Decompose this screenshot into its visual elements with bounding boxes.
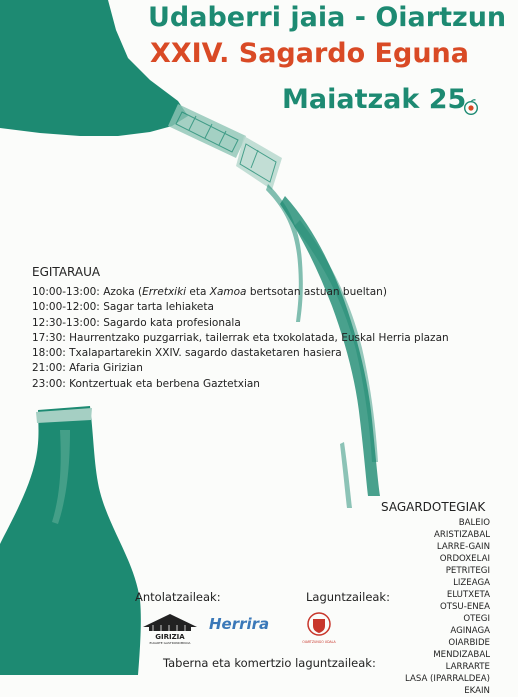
program-heading: EGITARAUA xyxy=(32,265,101,279)
program-text: Txalapartarekin XXIV. sagardo dastaketaren hasiera xyxy=(65,347,342,360)
program-time: 17:30: xyxy=(32,331,66,344)
title-line-1: Udaberri jaia - Oiartzun xyxy=(148,2,507,33)
herrira-logo-name: Herrira xyxy=(209,615,270,633)
program-text: Sagar tarta lehiaketa xyxy=(99,301,214,314)
list-item: LASA (IPARRALDEA) xyxy=(404,674,490,684)
list-item: MENDIZABAL xyxy=(433,650,490,660)
program-text: bertsotan astuan bueltan) xyxy=(246,286,387,298)
sagardotegiak-heading: SAGARDOTEGIAK xyxy=(381,500,486,514)
list-item: EKAIN xyxy=(464,686,490,696)
program-text-italic: Erretxiki xyxy=(142,286,187,298)
program-item xyxy=(32,361,449,376)
list-item: LARRARTE xyxy=(445,662,490,672)
program-item xyxy=(32,346,449,361)
girizia-logo-name: GIRIZIA xyxy=(155,633,185,641)
program-text: Afaria Girizian xyxy=(65,362,143,375)
list-item: BALEIO xyxy=(458,518,490,528)
list-item: PETRITEGI xyxy=(445,566,490,576)
udala-logo-name: OIARTZUNGO UDALA xyxy=(302,640,336,644)
program-time: 18:00: xyxy=(32,347,66,360)
program-text: Azoka ( xyxy=(99,286,143,298)
list-item: AGINAGA xyxy=(450,626,490,636)
program-text: Sagardo kata profesionala xyxy=(99,316,241,329)
sagardotegiak-list xyxy=(405,517,490,697)
bottom-bottle xyxy=(0,406,141,675)
list-item: OIARBIDE xyxy=(448,638,490,648)
program-text: Kontzertuak eta berbena Gaztetxian xyxy=(65,377,260,390)
shop-collaborators-label: Taberna eta komertzio laguntzaileak: xyxy=(163,656,376,670)
list-item: LIZEAGA xyxy=(453,578,490,588)
list-item: OTSU-ENEA xyxy=(439,602,490,612)
program-text-italic: Xamoa xyxy=(209,286,247,298)
program-item xyxy=(32,331,449,346)
title-date: Maiatzak 25 xyxy=(282,84,467,115)
program-text: Haurrentzako puzgarriak, tailerrak eta txokolatada, Euskal Herria plazan xyxy=(65,331,449,344)
list-item: ELUTXETA xyxy=(446,590,490,600)
program-time: 12:30-13:00: xyxy=(32,316,100,329)
girizia-logo-subtitle: ELKARTE GASTRONOMIKOA xyxy=(149,641,191,645)
program-time: 10:00-12:00: xyxy=(32,301,100,314)
program-list xyxy=(32,285,449,392)
list-item: ARISTIZABAL xyxy=(434,530,490,540)
program-time: 21:00: xyxy=(32,362,66,375)
top-bottle-neck xyxy=(168,104,246,158)
herrira-logo xyxy=(209,615,270,643)
program-item xyxy=(32,316,449,331)
top-bottle-mouth xyxy=(236,136,282,190)
program-item xyxy=(32,285,449,300)
program-text: eta xyxy=(186,286,210,298)
title-line-2: XXIV. Sagardo Eguna xyxy=(150,38,469,69)
list-item: OTEGI xyxy=(463,614,490,624)
girizia-logo xyxy=(139,611,201,645)
program-time: 23:00: xyxy=(32,377,66,390)
cider-drips xyxy=(340,442,352,508)
program-time: 10:00-13:00: xyxy=(32,286,100,298)
program-item xyxy=(32,300,449,315)
organizers-label: Antolatzaileak: xyxy=(135,590,221,604)
list-item: LARRE-GAIN xyxy=(436,542,490,552)
list-item: ORDOXELAI xyxy=(439,554,490,564)
apple-icon xyxy=(463,99,479,115)
oiartzun-udala-logo xyxy=(304,611,334,651)
program-item xyxy=(32,377,449,392)
collaborators-label: Laguntzaileak: xyxy=(306,590,390,604)
